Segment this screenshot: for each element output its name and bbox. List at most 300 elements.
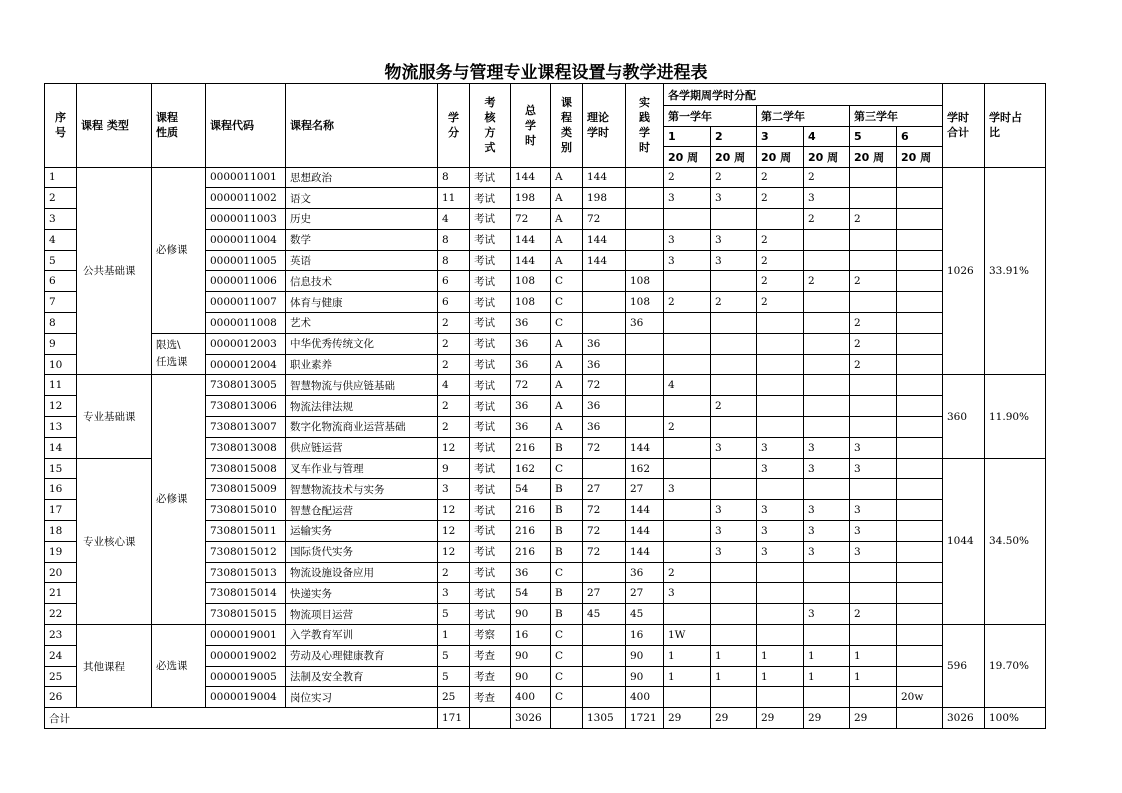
semester-cell xyxy=(711,458,757,479)
theory-hours-cell: 144 xyxy=(583,250,626,271)
practice-hours-cell: 36 xyxy=(626,313,664,334)
seq-cell: 9 xyxy=(45,333,77,354)
semester-cell xyxy=(664,458,711,479)
course-name-cell: 运输实务 xyxy=(286,521,438,542)
semester-cell xyxy=(804,333,850,354)
course-name-cell: 物流设施设备应用 xyxy=(286,562,438,583)
credit-cell: 3 xyxy=(438,583,470,604)
course-code-cell: 0000019002 xyxy=(206,645,286,666)
semester-cell: 2 xyxy=(804,271,850,292)
credit-cell: 12 xyxy=(438,500,470,521)
semester-cell xyxy=(757,604,804,625)
credit-cell: 6 xyxy=(438,292,470,313)
semester-cell xyxy=(897,375,943,396)
semester-cell xyxy=(804,229,850,250)
credit-cell: 6 xyxy=(438,271,470,292)
semester-cell xyxy=(757,562,804,583)
seq-cell: 7 xyxy=(45,292,77,313)
course-code-cell: 7308015014 xyxy=(206,583,286,604)
exam-cell: 考查 xyxy=(470,687,511,708)
semester-cell xyxy=(664,687,711,708)
course-type-cell: A xyxy=(551,250,583,271)
semester-cell xyxy=(897,313,943,334)
semester-cell xyxy=(897,562,943,583)
course-code-cell: 0000019001 xyxy=(206,625,286,646)
theory-hours-cell xyxy=(583,313,626,334)
course-code-cell: 0000011008 xyxy=(206,313,286,334)
credit-cell: 4 xyxy=(438,375,470,396)
theory-hours-cell: 198 xyxy=(583,188,626,209)
course-type-cell: A xyxy=(551,188,583,209)
course-name-cell: 思想政治 xyxy=(286,167,438,188)
total-hours-cell: 144 xyxy=(511,167,551,188)
exam-cell: 考试 xyxy=(470,541,511,562)
semester-cell: 20w xyxy=(897,687,943,708)
header-year2: 第二学年 xyxy=(757,106,850,127)
credit-cell: 2 xyxy=(438,354,470,375)
exam-cell: 考试 xyxy=(470,500,511,521)
header-hours-ratio: 学时占 比 xyxy=(985,84,1046,168)
course-code-cell: 0000011002 xyxy=(206,188,286,209)
theory-hours-cell xyxy=(583,666,626,687)
course-type-cell: C xyxy=(551,562,583,583)
semester-cell xyxy=(897,666,943,687)
category-professional-core: 专业核心课 xyxy=(77,458,152,624)
semester-cell: 1 xyxy=(757,645,804,666)
course-type-cell: A xyxy=(551,209,583,230)
exam-cell: 考试 xyxy=(470,417,511,438)
course-code-cell: 7308015010 xyxy=(206,500,286,521)
header-exam: 考 核 方 式 xyxy=(470,84,511,168)
theory-hours-cell: 144 xyxy=(583,167,626,188)
semester-cell: 3 xyxy=(757,521,804,542)
semester-cell: 3 xyxy=(804,604,850,625)
semester-cell: 3 xyxy=(664,250,711,271)
semester-cell xyxy=(804,583,850,604)
credit-cell: 2 xyxy=(438,417,470,438)
theory-hours-cell: 72 xyxy=(583,209,626,230)
course-code-cell: 7308015008 xyxy=(206,458,286,479)
credit-cell: 8 xyxy=(438,250,470,271)
course-code-cell: 0000019004 xyxy=(206,687,286,708)
course-type-cell: A xyxy=(551,333,583,354)
theory-hours-cell xyxy=(583,625,626,646)
semester-cell xyxy=(664,396,711,417)
credit-cell: 3 xyxy=(438,479,470,500)
total-hours-cell: 216 xyxy=(511,541,551,562)
seq-cell: 15 xyxy=(45,458,77,479)
total-hours-cell: 36 xyxy=(511,417,551,438)
theory-hours-cell: 72 xyxy=(583,375,626,396)
semester-cell xyxy=(664,604,711,625)
course-name-cell: 职业素养 xyxy=(286,354,438,375)
semester-cell xyxy=(804,625,850,646)
seq-cell: 2 xyxy=(45,188,77,209)
exam-cell: 考试 xyxy=(470,583,511,604)
seq-cell: 22 xyxy=(45,604,77,625)
semester-cell: 3 xyxy=(711,521,757,542)
table-row xyxy=(45,625,1046,646)
total-hours-cell: 216 xyxy=(511,521,551,542)
semester-cell: 3 xyxy=(664,188,711,209)
course-type-cell: A xyxy=(551,375,583,396)
practice-hours-cell: 45 xyxy=(626,604,664,625)
course-name-cell: 国际货代实务 xyxy=(286,541,438,562)
semester-cell xyxy=(850,396,897,417)
course-type-cell: A xyxy=(551,396,583,417)
semester-cell: 2 xyxy=(664,562,711,583)
semester-cell: 3 xyxy=(804,437,850,458)
course-type-cell: C xyxy=(551,271,583,292)
credit-cell: 12 xyxy=(438,541,470,562)
seq-cell: 24 xyxy=(45,645,77,666)
semester-cell xyxy=(897,292,943,313)
semester-cell: 2 xyxy=(711,292,757,313)
course-name-cell: 叉车作业与管理 xyxy=(286,458,438,479)
semester-cell: 1 xyxy=(804,666,850,687)
practice-hours-cell: 400 xyxy=(626,687,664,708)
theory-hours-cell: 72 xyxy=(583,437,626,458)
table-row xyxy=(45,167,1046,188)
theory-hours-cell: 36 xyxy=(583,333,626,354)
seq-cell: 8 xyxy=(45,313,77,334)
seq-cell: 4 xyxy=(45,229,77,250)
practice-hours-cell: 144 xyxy=(626,500,664,521)
course-type-cell: C xyxy=(551,666,583,687)
semester-cell: 2 xyxy=(757,271,804,292)
course-code-cell: 0000011007 xyxy=(206,292,286,313)
total-hours-cell: 54 xyxy=(511,479,551,500)
theory-hours-cell: 144 xyxy=(583,229,626,250)
header-total: 总 学 时 xyxy=(511,84,551,168)
practice-hours-cell xyxy=(626,229,664,250)
semester-cell: 3 xyxy=(664,229,711,250)
total-semester: 29 xyxy=(804,708,850,729)
semester-cell xyxy=(850,292,897,313)
total-hours-cell: 108 xyxy=(511,271,551,292)
practice-hours-cell: 144 xyxy=(626,437,664,458)
semester-cell xyxy=(897,167,943,188)
semester-cell xyxy=(897,417,943,438)
exam-cell: 考试 xyxy=(470,271,511,292)
practice-hours-cell xyxy=(626,209,664,230)
total-hours-cell: 36 xyxy=(511,396,551,417)
semester-cell: 1 xyxy=(850,666,897,687)
practice-hours-cell xyxy=(626,375,664,396)
course-name-cell: 智慧物流与供应链基础 xyxy=(286,375,438,396)
subtotal-ratio: 11.90% xyxy=(985,375,1046,458)
semester-cell xyxy=(897,396,943,417)
exam-cell: 考试 xyxy=(470,313,511,334)
table-row xyxy=(45,375,1046,396)
nature-required-select: 必选课 xyxy=(152,625,206,708)
semester-cell: 3 xyxy=(711,541,757,562)
exam-cell: 考试 xyxy=(470,229,511,250)
semester-cell: 2 xyxy=(664,292,711,313)
semester-cell xyxy=(757,417,804,438)
header-nature: 课程 性质 xyxy=(152,84,206,168)
theory-hours-cell xyxy=(583,562,626,583)
semester-cell: 3 xyxy=(757,541,804,562)
practice-hours-cell: 90 xyxy=(626,645,664,666)
course-name-cell: 供应链运营 xyxy=(286,437,438,458)
header-semester: 5 xyxy=(850,126,897,147)
semester-cell xyxy=(664,333,711,354)
practice-hours-cell: 144 xyxy=(626,521,664,542)
semester-cell xyxy=(897,354,943,375)
semester-cell xyxy=(757,313,804,334)
semester-cell xyxy=(664,521,711,542)
semester-cell: 3 xyxy=(850,437,897,458)
semester-cell xyxy=(711,375,757,396)
total-hours: 3026 xyxy=(943,708,985,729)
course-schedule-table xyxy=(44,83,1046,729)
semester-cell: 2 xyxy=(804,167,850,188)
credit-cell: 2 xyxy=(438,333,470,354)
theory-hours-cell xyxy=(583,271,626,292)
semester-cell xyxy=(850,687,897,708)
total-hours-cell: 36 xyxy=(511,562,551,583)
course-type-cell: B xyxy=(551,583,583,604)
semester-cell: 3 xyxy=(711,500,757,521)
subtotal-hours: 360 xyxy=(943,375,985,458)
total-hours-cell: 16 xyxy=(511,625,551,646)
header-distribution: 各学期周学时分配 xyxy=(664,84,943,106)
total-hours-cell: 90 xyxy=(511,666,551,687)
total-hours-sum: 3026 xyxy=(511,708,551,729)
course-name-cell: 数字化物流商业运营基础 xyxy=(286,417,438,438)
semester-cell xyxy=(897,645,943,666)
semester-cell xyxy=(804,375,850,396)
semester-cell xyxy=(850,417,897,438)
semester-cell xyxy=(757,375,804,396)
semester-cell xyxy=(757,209,804,230)
credit-cell: 5 xyxy=(438,666,470,687)
exam-cell: 考试 xyxy=(470,562,511,583)
semester-cell xyxy=(897,583,943,604)
header-weeks: 20 周 xyxy=(664,147,711,168)
course-code-cell: 7308013005 xyxy=(206,375,286,396)
semester-cell: 3 xyxy=(711,188,757,209)
semester-cell: 3 xyxy=(850,500,897,521)
header-weeks: 20 周 xyxy=(804,147,850,168)
header-weeks: 20 周 xyxy=(897,147,943,168)
semester-cell: 2 xyxy=(711,167,757,188)
practice-hours-cell: 36 xyxy=(626,562,664,583)
total-semester: 29 xyxy=(850,708,897,729)
semester-cell xyxy=(664,437,711,458)
total-row xyxy=(45,708,1046,729)
seq-cell: 18 xyxy=(45,521,77,542)
semester-cell: 2 xyxy=(711,396,757,417)
total-label: 合计 xyxy=(45,708,438,729)
course-code-cell: 0000011001 xyxy=(206,167,286,188)
theory-hours-cell xyxy=(583,645,626,666)
total-ratio: 100% xyxy=(985,708,1046,729)
total-hours-cell: 36 xyxy=(511,333,551,354)
semester-cell xyxy=(850,375,897,396)
credit-cell: 12 xyxy=(438,437,470,458)
semester-cell xyxy=(850,625,897,646)
course-name-cell: 中华优秀传统文化 xyxy=(286,333,438,354)
semester-cell: 3 xyxy=(804,541,850,562)
header-semester: 4 xyxy=(804,126,850,147)
exam-cell: 考试 xyxy=(470,521,511,542)
course-code-cell: 7308015009 xyxy=(206,479,286,500)
course-code-cell: 7308015011 xyxy=(206,521,286,542)
semester-cell xyxy=(757,333,804,354)
total-hours-cell: 72 xyxy=(511,209,551,230)
semester-cell xyxy=(897,604,943,625)
semester-cell xyxy=(711,625,757,646)
course-name-cell: 物流项目运营 xyxy=(286,604,438,625)
table-body xyxy=(45,167,1046,708)
header-seq: 序 号 xyxy=(45,84,77,168)
total-hours-cell: 108 xyxy=(511,292,551,313)
seq-cell: 3 xyxy=(45,209,77,230)
semester-cell: 1 xyxy=(850,645,897,666)
semester-cell: 3 xyxy=(804,458,850,479)
semester-cell xyxy=(804,396,850,417)
semester-cell xyxy=(711,417,757,438)
theory-hours-cell: 72 xyxy=(583,541,626,562)
header-theory: 理论 学时 xyxy=(583,84,626,168)
semester-cell: 4 xyxy=(664,375,711,396)
practice-hours-cell xyxy=(626,396,664,417)
course-type-cell: B xyxy=(551,521,583,542)
exam-cell: 考试 xyxy=(470,250,511,271)
semester-cell xyxy=(804,479,850,500)
course-code-cell: 7308013006 xyxy=(206,396,286,417)
credit-cell: 5 xyxy=(438,645,470,666)
semester-cell xyxy=(664,354,711,375)
semester-cell: 2 xyxy=(664,417,711,438)
nature-required: 必修课 xyxy=(152,167,206,333)
semester-cell: 1 xyxy=(664,645,711,666)
practice-hours-cell xyxy=(626,250,664,271)
course-type-cell: A xyxy=(551,354,583,375)
semester-cell xyxy=(711,687,757,708)
semester-cell xyxy=(897,229,943,250)
semester-cell xyxy=(664,271,711,292)
semester-cell xyxy=(897,521,943,542)
semester-cell xyxy=(664,500,711,521)
semester-cell xyxy=(897,458,943,479)
semester-cell xyxy=(850,250,897,271)
semester-cell: 2 xyxy=(850,271,897,292)
exam-cell: 考试 xyxy=(470,437,511,458)
course-code-cell: 7308013007 xyxy=(206,417,286,438)
semester-cell xyxy=(804,562,850,583)
header-code: 课程代码 xyxy=(206,84,286,168)
subtotal-hours: 1026 xyxy=(943,167,985,375)
course-code-cell: 7308013008 xyxy=(206,437,286,458)
semester-cell xyxy=(664,313,711,334)
practice-hours-cell: 162 xyxy=(626,458,664,479)
course-code-cell: 0000012003 xyxy=(206,333,286,354)
semester-cell: 2 xyxy=(757,250,804,271)
exam-cell: 考试 xyxy=(470,375,511,396)
semester-cell xyxy=(897,333,943,354)
header-category: 课程 类型 xyxy=(77,84,152,168)
semester-cell: 1W xyxy=(664,625,711,646)
total-credit: 171 xyxy=(438,708,470,729)
total-practice: 1721 xyxy=(626,708,664,729)
semester-cell: 2 xyxy=(757,229,804,250)
semester-cell: 1 xyxy=(804,645,850,666)
nature-elective: 限选\ 任选课 xyxy=(152,333,206,375)
seq-cell: 14 xyxy=(45,437,77,458)
header-semester: 1 xyxy=(664,126,711,147)
category-professional-basic: 专业基础课 xyxy=(77,375,152,458)
semester-cell xyxy=(711,479,757,500)
theory-hours-cell xyxy=(583,292,626,313)
total-hours-cell: 162 xyxy=(511,458,551,479)
exam-cell: 考试 xyxy=(470,209,511,230)
subtotal-ratio: 34.50% xyxy=(985,458,1046,624)
seq-cell: 10 xyxy=(45,354,77,375)
course-type-cell: C xyxy=(551,625,583,646)
semester-cell: 3 xyxy=(804,500,850,521)
exam-cell: 考试 xyxy=(470,479,511,500)
semester-cell: 2 xyxy=(664,167,711,188)
semester-cell xyxy=(897,250,943,271)
credit-cell: 8 xyxy=(438,167,470,188)
total-ctype xyxy=(551,708,583,729)
course-name-cell: 语文 xyxy=(286,188,438,209)
semester-cell xyxy=(804,417,850,438)
total-hours-cell: 144 xyxy=(511,250,551,271)
course-code-cell: 0000011005 xyxy=(206,250,286,271)
exam-cell: 考试 xyxy=(470,333,511,354)
exam-cell: 考试 xyxy=(470,354,511,375)
subtotal-ratio: 19.70% xyxy=(985,625,1046,708)
header-credit: 学 分 xyxy=(438,84,470,168)
semester-cell xyxy=(804,292,850,313)
course-code-cell: 0000012004 xyxy=(206,354,286,375)
practice-hours-cell: 27 xyxy=(626,583,664,604)
semester-cell: 2 xyxy=(850,604,897,625)
course-type-cell: B xyxy=(551,541,583,562)
seq-cell: 19 xyxy=(45,541,77,562)
header-weeks: 20 周 xyxy=(711,147,757,168)
semester-cell xyxy=(850,562,897,583)
page-title: 物流服务与管理专业课程设置与教学进程表 xyxy=(384,63,708,83)
course-type-cell: C xyxy=(551,292,583,313)
semester-cell xyxy=(711,562,757,583)
theory-hours-cell: 72 xyxy=(583,521,626,542)
seq-cell: 11 xyxy=(45,375,77,396)
course-name-cell: 岗位实习 xyxy=(286,687,438,708)
credit-cell: 4 xyxy=(438,209,470,230)
theory-hours-cell xyxy=(583,687,626,708)
semester-cell xyxy=(804,250,850,271)
semester-cell xyxy=(711,209,757,230)
semester-cell xyxy=(897,625,943,646)
seq-cell: 26 xyxy=(45,687,77,708)
total-hours-cell: 54 xyxy=(511,583,551,604)
course-type-cell: A xyxy=(551,167,583,188)
total-theory: 1305 xyxy=(583,708,626,729)
credit-cell: 2 xyxy=(438,396,470,417)
semester-cell xyxy=(757,687,804,708)
semester-cell xyxy=(804,354,850,375)
semester-cell xyxy=(711,604,757,625)
course-type-cell: C xyxy=(551,687,583,708)
subtotal-hours: 596 xyxy=(943,625,985,708)
semester-cell xyxy=(897,479,943,500)
course-type-cell: C xyxy=(551,458,583,479)
